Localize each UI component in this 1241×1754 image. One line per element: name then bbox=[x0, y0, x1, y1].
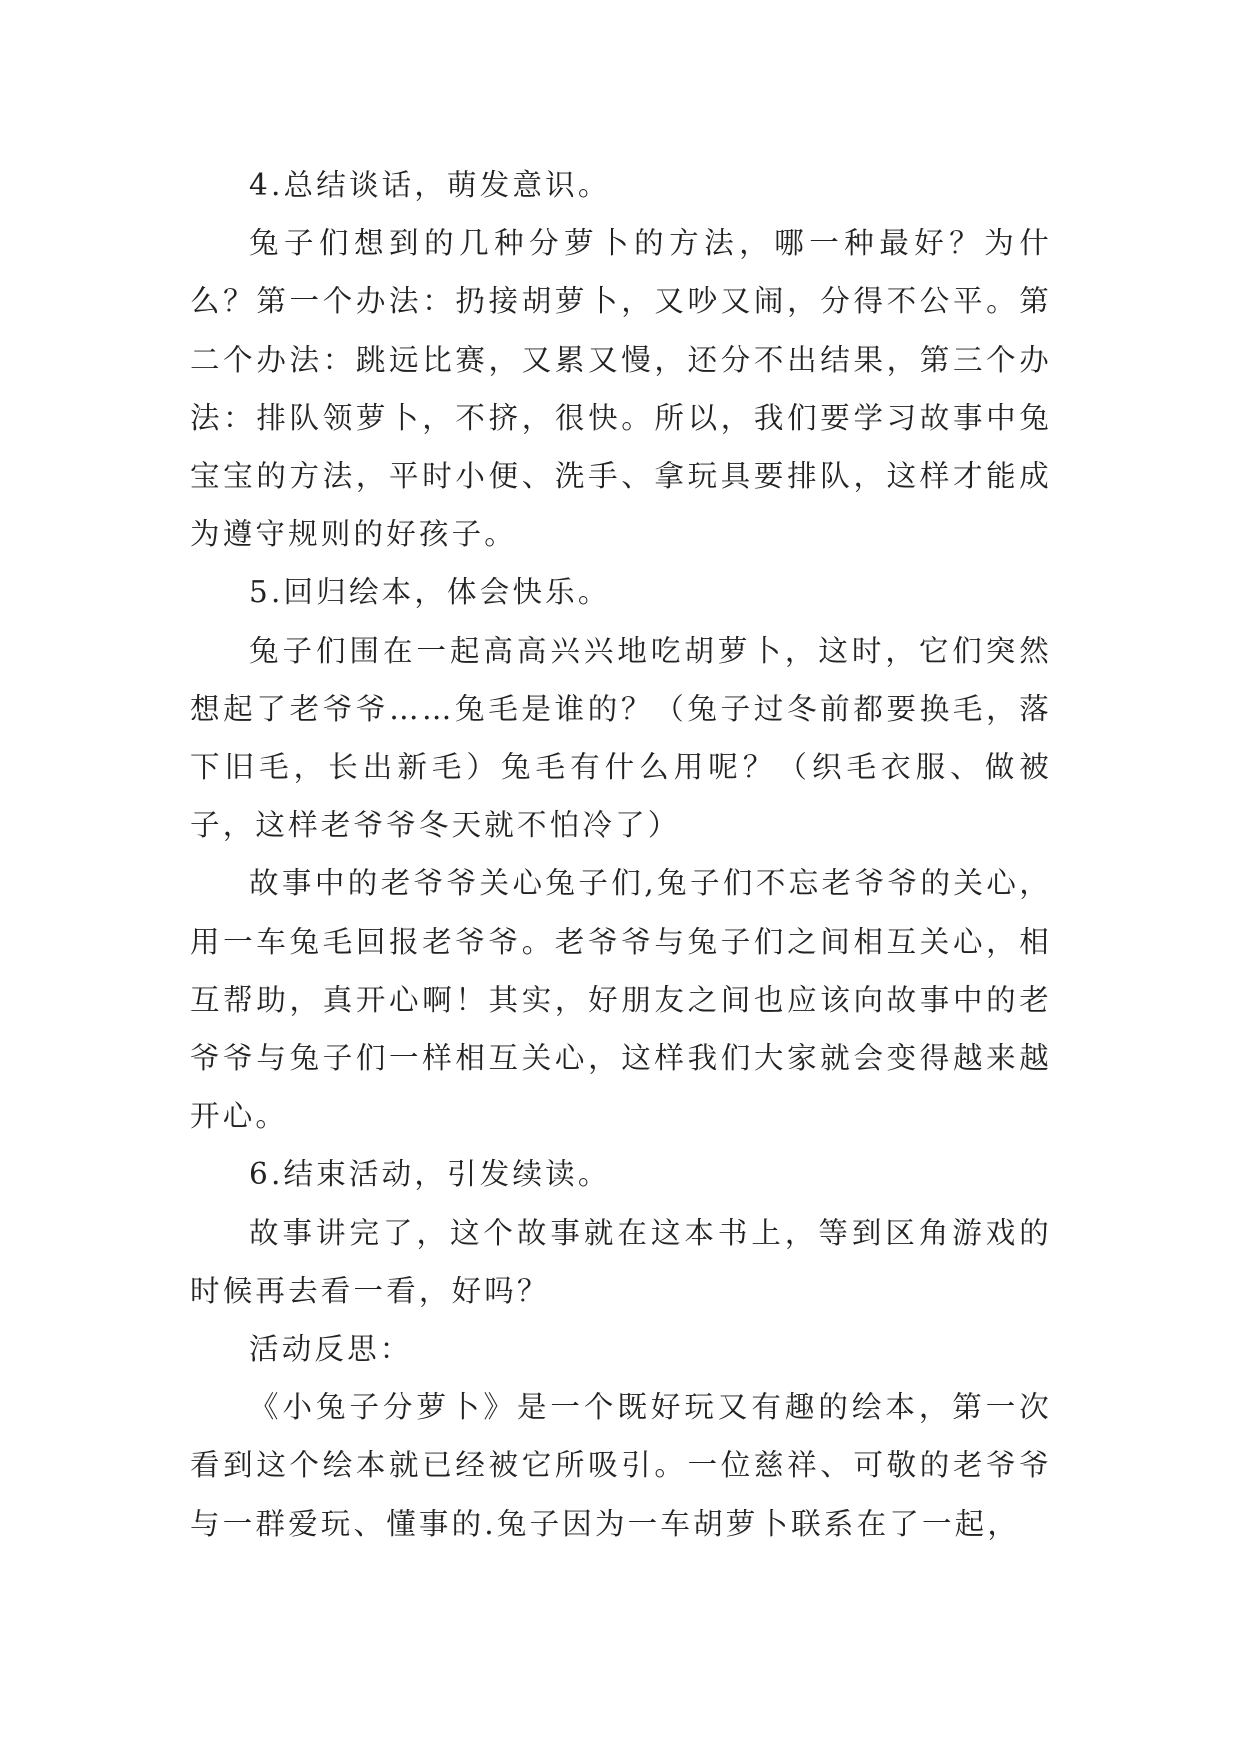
section-heading-end-activity: 6.结束活动，引发续读。 bbox=[249, 1157, 611, 1192]
section-heading-summary: 4.总结谈话，萌发意识。 bbox=[249, 168, 611, 202]
paragraph-carrot-methods: 兔子们想到的几种分萝卜的方法，哪一种最好？为什么？第一个办法：扔接胡萝卜，又吵又闹，分得不公平。第二个办法：跳远比赛，又累又慢，还分不出结果，第三个办法：排队领萝卜，不挤，很快。所以，我们要学习故事中兔宝宝的方法，平时小便、洗手、拿玩具要排队，这样才能成为遵守规则的好孩子。 bbox=[190, 226, 1052, 552]
paragraph-reflection: 《小兔子分萝卜》是一个既好玩又有趣的绘本，第一次看到这个绘本就已经被它所吸引。一位慈祥、可敬的老爷爷与一群爱玩、懂事的.兔子因为一车胡萝卜联系在了一起， bbox=[190, 1390, 1052, 1541]
section-heading-return-to-book: 5.回归绘本，体会快乐。 bbox=[249, 575, 611, 610]
paragraph-story-ending: 故事讲完了，这个故事就在这本书上，等到区角游戏的时候再去看一看，好吗？ bbox=[190, 1215, 1052, 1308]
paragraph-mutual-care: 故事中的老爷爷关心兔子们,兔子们不忘老爷爷的关心，用一车兔毛回报老爷爷。老爷爷与兔子们之间相互关心，相互帮助，真开心啊！其实，好朋友之间也应该向故事中的老爷爷与兔子们一样相互关心，这样我们大家就会变得越来越开心。 bbox=[190, 866, 1052, 1134]
section-heading-reflection: 活动反思： bbox=[249, 1332, 413, 1367]
document-body bbox=[190, 156, 1052, 1553]
paragraph-rabbit-fur: 兔子们围在一起高高兴兴地吃胡萝卜，这时，它们突然想起了老爷爷……兔毛是谁的？（兔子过冬前都要换毛，落下旧毛，长出新毛）兔毛有什么用呢？（织毛衣服、做被子，这样老爷爷冬天就不怕冷了） bbox=[190, 633, 1052, 843]
